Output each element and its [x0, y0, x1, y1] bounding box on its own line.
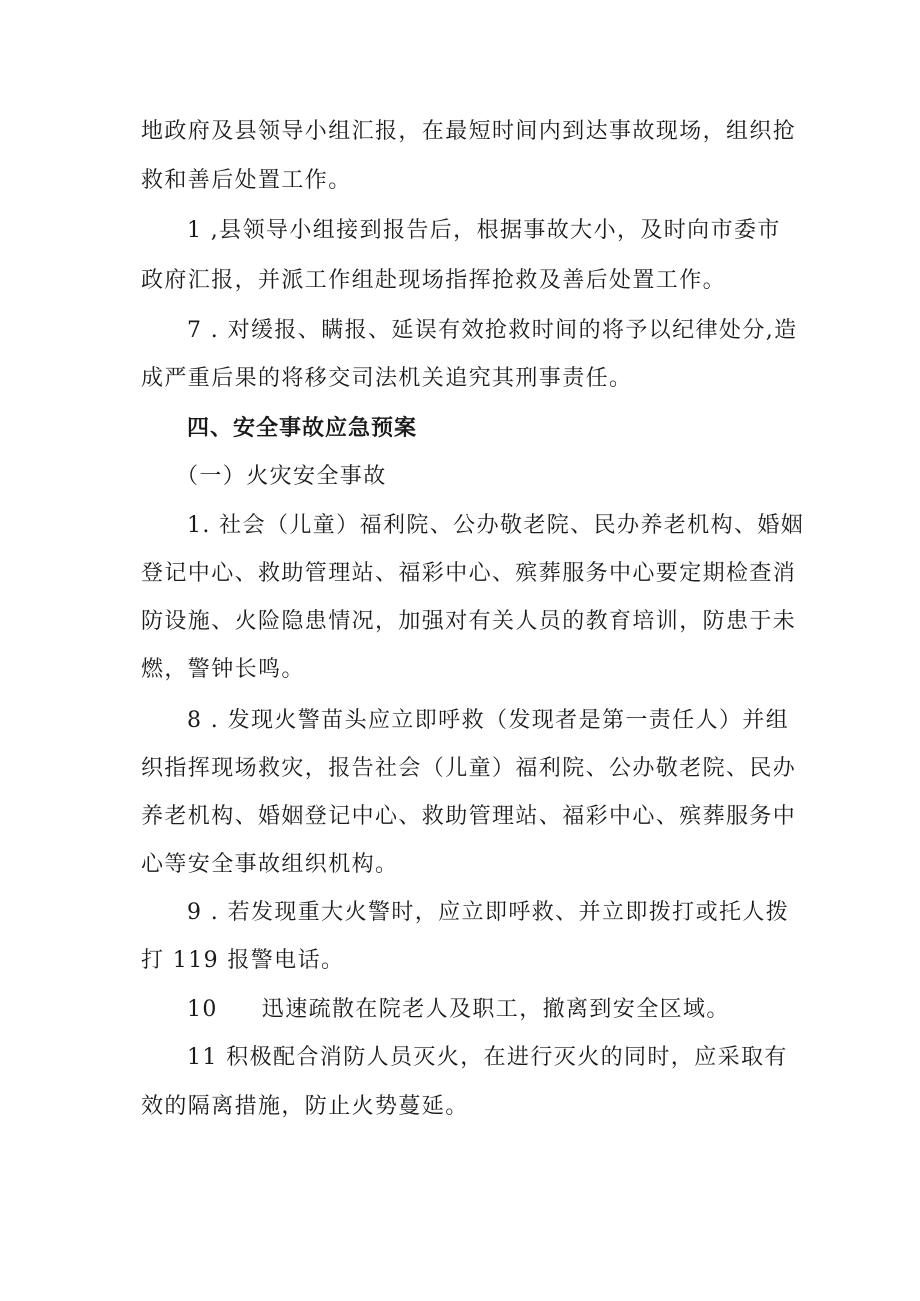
paragraph-line: 9 . 若发现重大火警时，应立即呼救、并立即拨打或托人拨: [187, 900, 790, 925]
paragraph-line: 1. 社会（儿童）福利院、公办敬老院、民办养老机构、婚姻: [187, 513, 805, 538]
paragraph-line: 政府汇报，并派工作组赴现场指挥抢救及善后处置工作。: [141, 268, 727, 293]
paragraph-line: 8 . 发现火警苗头应立即呼救（发现者是第一责任人）并组: [187, 708, 790, 733]
paragraph-number: 10: [187, 997, 218, 1022]
paragraph-line: 11 积极配合消防人员灭火，在进行灭火的同时，应采取有: [187, 1045, 788, 1070]
paragraph-line: 防设施、火险隐患情况，加强对有关人员的教育培训，防患于未: [141, 609, 797, 634]
paragraph-line: 织指挥现场救灾，报告社会（儿童）福利院、公办敬老院、民办: [141, 756, 797, 781]
paragraph-line: 养老机构、婚姻登记中心、救助管理站、福彩中心、殡葬服务中: [141, 804, 797, 829]
paragraph-line: 7 . 对缓报、瞒报、延误有效抢救时间的将予以纪律处分,造: [187, 318, 798, 343]
paragraph-line: 地政府及县领导小组汇报，在最短时间内到达事故现场，组织抢: [141, 119, 797, 144]
paragraph-line: 打 119 报警电话。: [141, 948, 345, 973]
section-heading: 四、安全事故应急预案: [187, 416, 418, 441]
paragraph-line: 1 ,县领导小组接到报告后，根据事故大小，及时向市委市: [187, 218, 781, 243]
paragraph-line: 效的隔离措施，防止火势蔓延。: [141, 1094, 469, 1119]
paragraph-line: 燃，警钟长鸣。: [141, 657, 305, 682]
paragraph-line: 心等安全事故组织机构。: [141, 852, 399, 877]
paragraph-line: 救和善后处置工作。: [141, 168, 352, 193]
paragraph-text: 迅速疏散在院老人及职工，撤离到安全区域。: [261, 997, 730, 1022]
paragraph-line: 成严重后果的将移交司法机关追究其刑事责任。: [141, 366, 633, 391]
numbered-paragraph: [187, 995, 837, 1025]
subsection-heading: （一）火灾安全事故: [176, 464, 387, 489]
paragraph-line: 登记中心、救助管理站、福彩中心、殡葬服务中心要定期检查消: [141, 561, 797, 586]
